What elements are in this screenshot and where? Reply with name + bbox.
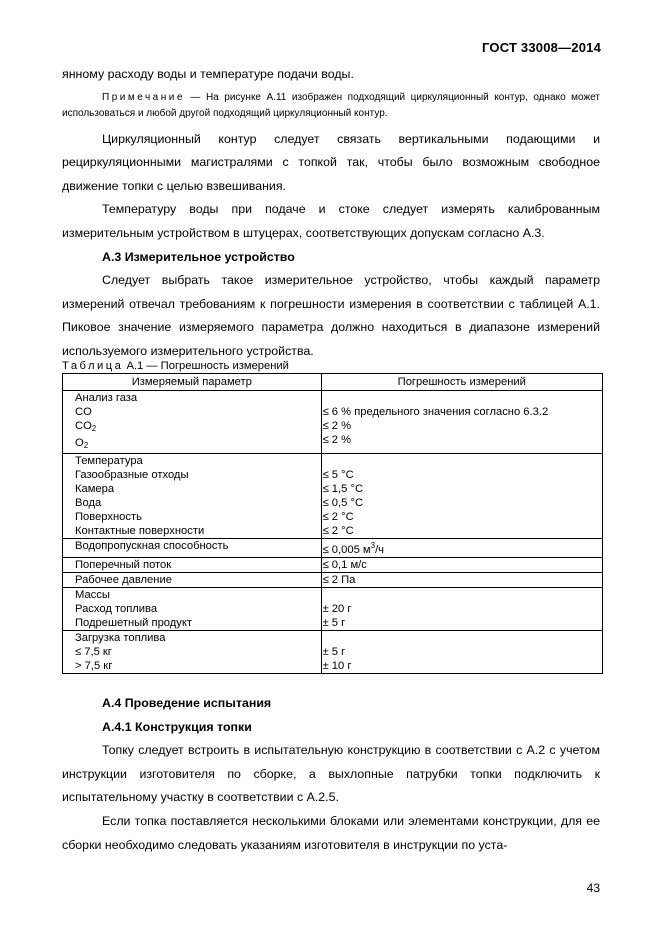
temp-title: Температура (75, 455, 143, 467)
table-row-pressure (63, 573, 603, 588)
heading-a3: А.3 Измерительное устройство (102, 249, 295, 264)
gas-co2-value: ≤ 2 % (322, 420, 352, 432)
mass-param: Подрешетный продукт (75, 617, 193, 629)
cross-value: ≤ 0,1 м/с (321, 558, 602, 573)
temp-value: ≤ 1,5 °C (322, 483, 364, 495)
table-row-temperature (63, 454, 603, 539)
standard-header: ГОСТ 33008—2014 (482, 40, 601, 55)
heading-a4: А.4 Проведение испытания (102, 696, 272, 710)
paragraph-continuation: янному расходу воды и температуре подачи воды. (62, 67, 354, 81)
load-value: ± 5 г (322, 646, 346, 658)
load-value: ± 10 г (322, 660, 352, 672)
paragraph-temperature: Температуру воды при подаче и стоке следует измерять калиброванным измерительным устройством в штуцерах, соответствующих допускам согласно А.3. (62, 202, 600, 240)
temp-param: Камера (75, 483, 115, 495)
temp-value: ≤ 2 °C (322, 511, 354, 523)
temp-value: ≤ 5 °C (322, 469, 354, 481)
paragraph-install: Топку следует встроить в испытательную конструкцию в соответствии с А.2 с учетом инструкции изготовителя по сборке, а выхлопные патрубки топки подключить к испытательному участку в соответствии с А.2.5. (62, 743, 600, 805)
load-param: > 7,5 кг (75, 660, 113, 672)
mass-value: ± 5 г (322, 617, 346, 629)
flow-param: Водопропускная способность (63, 539, 322, 558)
gas-title: Анализ газа (75, 392, 138, 404)
table-caption-label: Таблица (62, 360, 124, 372)
gas-params (63, 391, 322, 454)
temp-param: Поверхность (75, 511, 142, 523)
temp-param: Контактные поверхности (75, 525, 205, 537)
pressure-value: ≤ 2 Па (321, 573, 602, 588)
temp-values (321, 454, 602, 539)
note (62, 87, 600, 128)
table-row-gas (63, 391, 603, 454)
gas-o2-value: ≤ 2 % (322, 434, 352, 446)
page-number: 43 (586, 881, 600, 895)
paragraph-measuring: Следует выбрать такое измерительное устройство, чтобы каждый параметр измерений отвечал требованиям к погрешности измерения в соответствии с таблицей А.1. Пиковое значение измеряемого параметра должно находиться в диапазоне измерений используемого измерительного устройства. (62, 273, 600, 358)
table-row-cross-flow (63, 558, 603, 573)
table-row-flow (63, 539, 603, 558)
flow-value: ≤ 0,005 $м^3/ч$ (321, 539, 602, 558)
note-text: — На рисунке А.11 изображен подходящий циркуляционный контур, однако может использоваться и любой другой подходящий циркуляционный контур. (62, 91, 600, 120)
header-parameter: Измеряемый параметр (63, 374, 322, 391)
mass-params (63, 588, 322, 631)
table-header-row (63, 374, 603, 391)
load-param: ≤ 7,5 кг (75, 646, 112, 658)
mass-title: Массы (75, 589, 110, 601)
paragraph-assembly: Если топка поставляется несколькими блоками или элементами конструкции, для ее сборки необходимо следовать указаниям изготовителя в инструкции по уста- (62, 813, 600, 852)
gas-co-value: ≤ 6 % предельного значения согласно 6.3.2 (322, 406, 549, 418)
cross-param: Поперечный поток (63, 558, 322, 573)
header-error: Погрешность измерений (321, 374, 602, 391)
table-caption (62, 359, 289, 373)
mass-value: ± 20 г (322, 603, 352, 615)
temp-param: Газообразные отходы (75, 469, 189, 481)
mass-param: Расход топлива (75, 603, 158, 615)
bottom-text-block (62, 692, 600, 857)
pressure-param: Рабочее давление (63, 573, 322, 588)
table-row-load (63, 631, 603, 674)
temp-param: Вода (75, 497, 102, 509)
gas-co2: $CO_2$ (75, 420, 97, 433)
note-label: Примечание (102, 91, 185, 103)
load-title: Загрузка топлива (75, 632, 166, 644)
temp-params (63, 454, 322, 539)
load-values (321, 631, 602, 674)
mass-values (321, 588, 602, 631)
load-params (63, 631, 322, 674)
temp-value: ≤ 2 °C (322, 525, 354, 537)
paragraph-circulation: Циркуляционный контур следует связать вертикальными подающими и рециркуляционными магистралями с топкой так, чтобы было возможным свободное движение топки с целью взвешивания. (62, 131, 600, 193)
error-table (62, 373, 603, 674)
heading-a41: А.4.1 Конструкция топки (102, 719, 252, 734)
table-row-mass (63, 588, 603, 631)
gas-values (321, 391, 602, 454)
table-caption-text: А.1 — Погрешность измерений (123, 360, 289, 372)
temp-value: ≤ 0,5 °C (322, 497, 364, 509)
gas-o2: $O_2$ (75, 437, 89, 450)
gas-co: CO (75, 406, 92, 418)
top-text-block (62, 63, 600, 364)
